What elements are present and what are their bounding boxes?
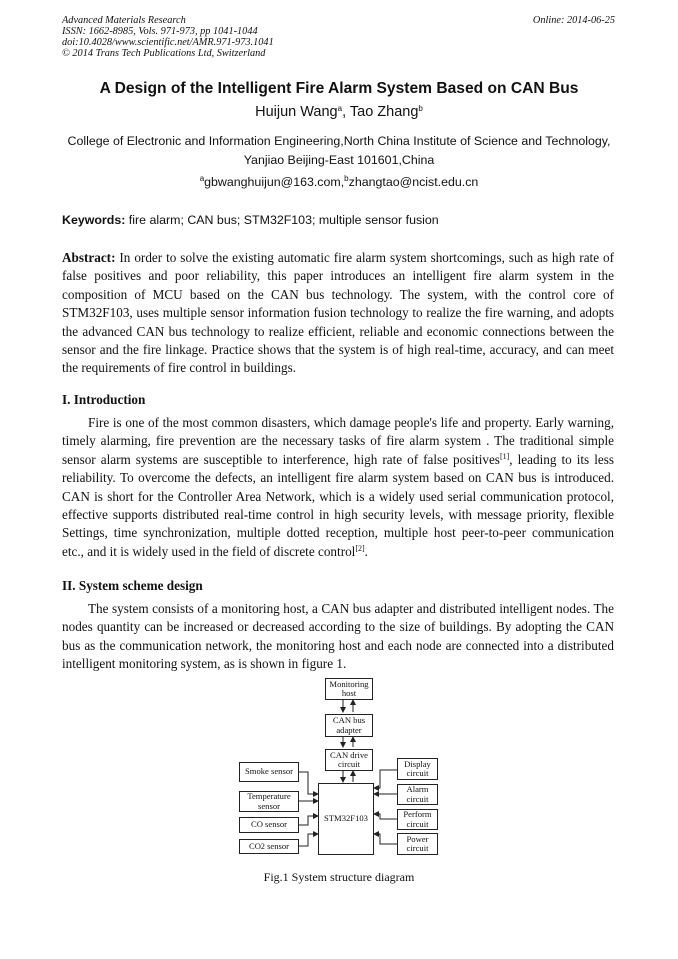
section-2-heading: II. System scheme design — [62, 578, 203, 593]
email-2-sup: b — [344, 174, 349, 183]
figure-caption: Fig.1 System structure diagram — [263, 870, 415, 884]
author-1: Huijun Wang — [255, 104, 338, 120]
issn-line: ISSN: 1662-8985, Vols. 971-973, pp 1041-1044 — [62, 26, 258, 37]
author-line — [0, 104, 678, 120]
system-structure-diagram — [238, 676, 440, 859]
section-1-heading: I. Introduction — [62, 392, 146, 407]
arrow-co-to-mcu — [299, 816, 318, 825]
can-drive-circuit-box: CAN drive circuit — [325, 749, 373, 771]
journal-header — [62, 15, 274, 59]
co-sensor-box: CO sensor — [239, 817, 299, 833]
email-1-sup: a — [199, 174, 205, 183]
citation-1: [1] — [499, 451, 510, 461]
display-circuit-box: Display circuit — [397, 758, 438, 780]
affiliation-line-2: Yanjiao Beijing-East 101601,China — [243, 153, 435, 167]
abstract-text: In order to solve the existing automatic fire alarm system shortcomings, such as high rate of false positives and poor reliability, this paper introduces an intelligent fire alarm system in the composition of MCU based on the CAN bus technology. The system, with the control core of STM32F103, uses multiple sensor information fusion technology to realize the fire warning, and adopts the advanced CAN bus technology to realize efficient, reliable and economic connections between the sensor and the fire linkage. Practice shows that the system is of high real-time, accuracy, and can meet the requirements of fire control in buildings. — [62, 250, 614, 376]
copyright-line: © 2014 Trans Tech Publications Ltd, Switzerland — [62, 48, 266, 59]
online-date: Online: 2014-06-25 — [532, 15, 615, 26]
paper-title: A Design of the Intelligent Fire Alarm System Based on CAN Bus — [99, 80, 579, 97]
co2-sensor-box: CO 2 sensor — [239, 839, 299, 854]
co2-label-prefix: CO — [248, 840, 261, 851]
keywords-label: Keywords: — [62, 213, 126, 227]
power-circuit-box: Power circuit — [397, 833, 438, 855]
journal-name: Advanced Materials Research — [62, 15, 186, 26]
keywords — [62, 213, 616, 227]
alarm-circuit-box: Alarm circuit — [397, 784, 438, 805]
author-separator: , — [342, 104, 350, 120]
affiliation — [62, 132, 616, 170]
email-2: zhangtao@ncist.edu.cn — [348, 175, 479, 189]
mcu-box: STM32F103 — [318, 783, 374, 855]
abstract — [62, 249, 614, 378]
abstract-label: Abstract: — [62, 250, 116, 265]
email-line — [0, 175, 678, 189]
arrow-co2-to-mcu — [299, 834, 318, 846]
perform-circuit-box: Perform circuit — [397, 809, 438, 830]
author-2: Tao Zhang — [349, 104, 419, 120]
doi-line: doi:10.4028/www.scientific.net/AMR.971-973.1041 — [62, 37, 274, 48]
arrow-smoke-to-mcu — [299, 772, 318, 794]
co2-label-suffix: sensor — [264, 840, 290, 851]
author-2-sup: b — [418, 104, 423, 113]
section-2-paragraph: The system consists of a monitoring host, a CAN bus adapter and distributed intelligent nodes. The nodes quantity can be increased or decreased according to the size of buildings. By adopting the CAN bus as the communication network, the monitoring host and each node are connected into a distributed intelligent monitoring system, as is shown in figure 1. — [62, 601, 614, 672]
affiliation-line-1: College of Electronic and Information Engineering,North China Institute of Science and Technology, — [67, 134, 611, 148]
arrow-power — [374, 834, 397, 844]
section-1-text-a: Fire is one of the most common disasters, which damage people's life and property. Early warning, timely alarming, fire prevention are the necessary tasks of fire alarm system . The traditional simple sensor alarm systems are susceptible to interference, high rate of false positives — [62, 415, 614, 467]
section-1-text-c: . — [364, 543, 368, 559]
keywords-text: fire alarm; CAN bus; STM32F103; multiple sensor fusion — [125, 213, 439, 227]
arrow-perform — [374, 814, 397, 819]
temperature-sensor-box: Temperature sensor — [239, 791, 299, 812]
section-1-paragraph — [62, 414, 614, 561]
arrow-display — [374, 770, 397, 788]
citation-2: [2] — [355, 543, 365, 553]
can-bus-adapter-box: CAN bus adapter — [325, 714, 373, 737]
monitoring-host-box: Monitoring host — [325, 678, 373, 700]
smoke-sensor-box: Smoke sensor — [239, 762, 299, 782]
email-1: gbwanghuijun@163.com, — [204, 175, 345, 189]
section-1-text-b: , leading to its less reliability. To overcome the defects, an intelligent fire alarm system based on CAN bus is introduced. CAN is short for the Controller Area Network, which is a widely used serial communication protocol, effective supports distributed real-time control in high security levels, with message priority, flexible Settings, time synchronization, multiple dotted reception, multiple host peer-to-peer communication etc., and it is widely used in the field of discrete control — [62, 451, 614, 559]
author-1-sup: a — [337, 104, 343, 113]
